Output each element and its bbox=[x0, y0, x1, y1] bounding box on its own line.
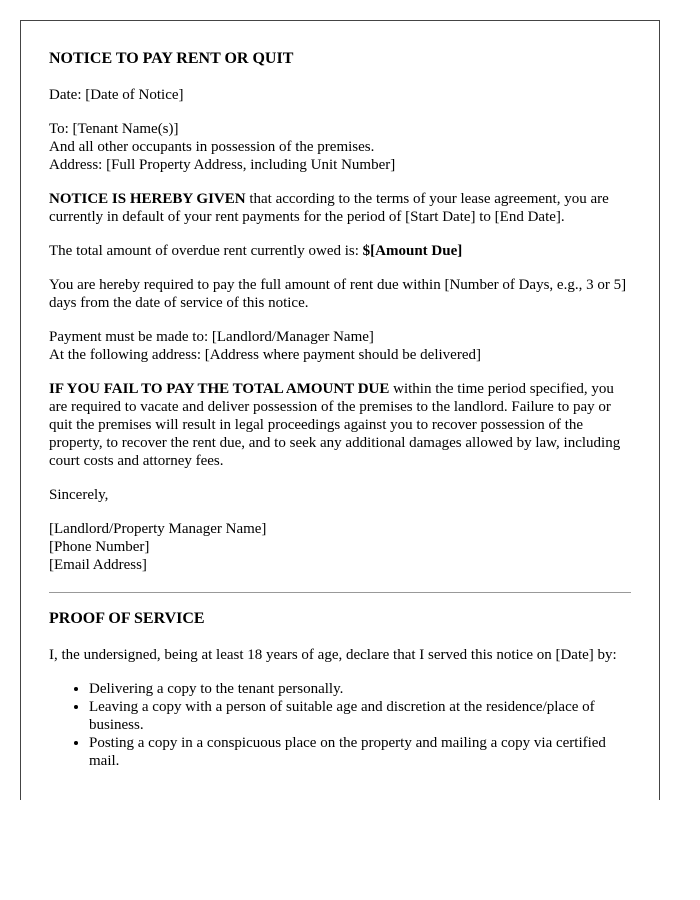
notice-document bbox=[20, 20, 660, 800]
required-paragraph: You are hereby required to pay the full amount of rent due within [Number of Days, e.g., 3 or 5] days from the date of service of this notice. bbox=[49, 277, 627, 311]
section-divider bbox=[49, 592, 631, 593]
closing: Sincerely, bbox=[49, 487, 109, 503]
to-line: To: [Tenant Name(s)] bbox=[49, 121, 179, 137]
notice-paragraph bbox=[49, 190, 631, 226]
overdue-text: The total amount of overdue rent currently owed is: bbox=[49, 243, 363, 259]
signer-email: [Email Address] bbox=[49, 557, 147, 573]
list-item: • Posting a copy in a conspicuous place on the property and mailing a copy via certified mail. bbox=[89, 734, 631, 770]
payment-address: At the following address: [Address where payment should be delivered] bbox=[49, 347, 481, 363]
document-title: NOTICE TO PAY RENT OR QUIT bbox=[49, 50, 294, 67]
notice-text: that according to the terms of your lease agreement, you are currently in default of your rent payments for the period of [Start Date] to [End Date]. bbox=[49, 191, 609, 225]
notice-bold: NOTICE IS HEREBY GIVEN bbox=[49, 191, 246, 207]
recipient-block bbox=[49, 120, 631, 174]
address-line: Address: [Full Property Address, including Unit Number] bbox=[49, 157, 396, 173]
fail-text: within the time period specified, you are required to vacate and deliver possession of the premises to the landlord. Failure to pay or quit the premises will result in legal proceedings against you to recover possession of the property, to recover the rent due, and to seek any additional damages allowed by law, including court costs and attorney fees. bbox=[49, 381, 621, 469]
date-line: Date: [Date of Notice] bbox=[49, 87, 184, 103]
fail-paragraph bbox=[49, 380, 631, 470]
signature-block bbox=[49, 520, 631, 574]
overdue-amount: $[Amount Due] bbox=[362, 243, 463, 259]
payment-block bbox=[49, 328, 631, 364]
proof-declaration: I, the undersigned, being at least 18 years of age, declare that I served this notice on [Date] by: bbox=[49, 647, 617, 663]
occupants-line: And all other occupants in possession of the premises. bbox=[49, 139, 375, 155]
signer-phone: [Phone Number] bbox=[49, 539, 150, 555]
service-methods-list bbox=[49, 680, 631, 770]
proof-heading: PROOF OF SERVICE bbox=[49, 610, 205, 627]
overdue-paragraph bbox=[49, 242, 631, 260]
list-item: • Delivering a copy to the tenant personally. bbox=[89, 680, 631, 698]
fail-bold: IF YOU FAIL TO PAY THE TOTAL AMOUNT DUE bbox=[49, 381, 390, 397]
payment-to: Payment must be made to: [Landlord/Manager Name] bbox=[49, 329, 374, 345]
list-item: • Leaving a copy with a person of suitable age and discretion at the residence/place of business. bbox=[89, 698, 631, 734]
signer-name: [Landlord/Property Manager Name] bbox=[49, 521, 267, 537]
